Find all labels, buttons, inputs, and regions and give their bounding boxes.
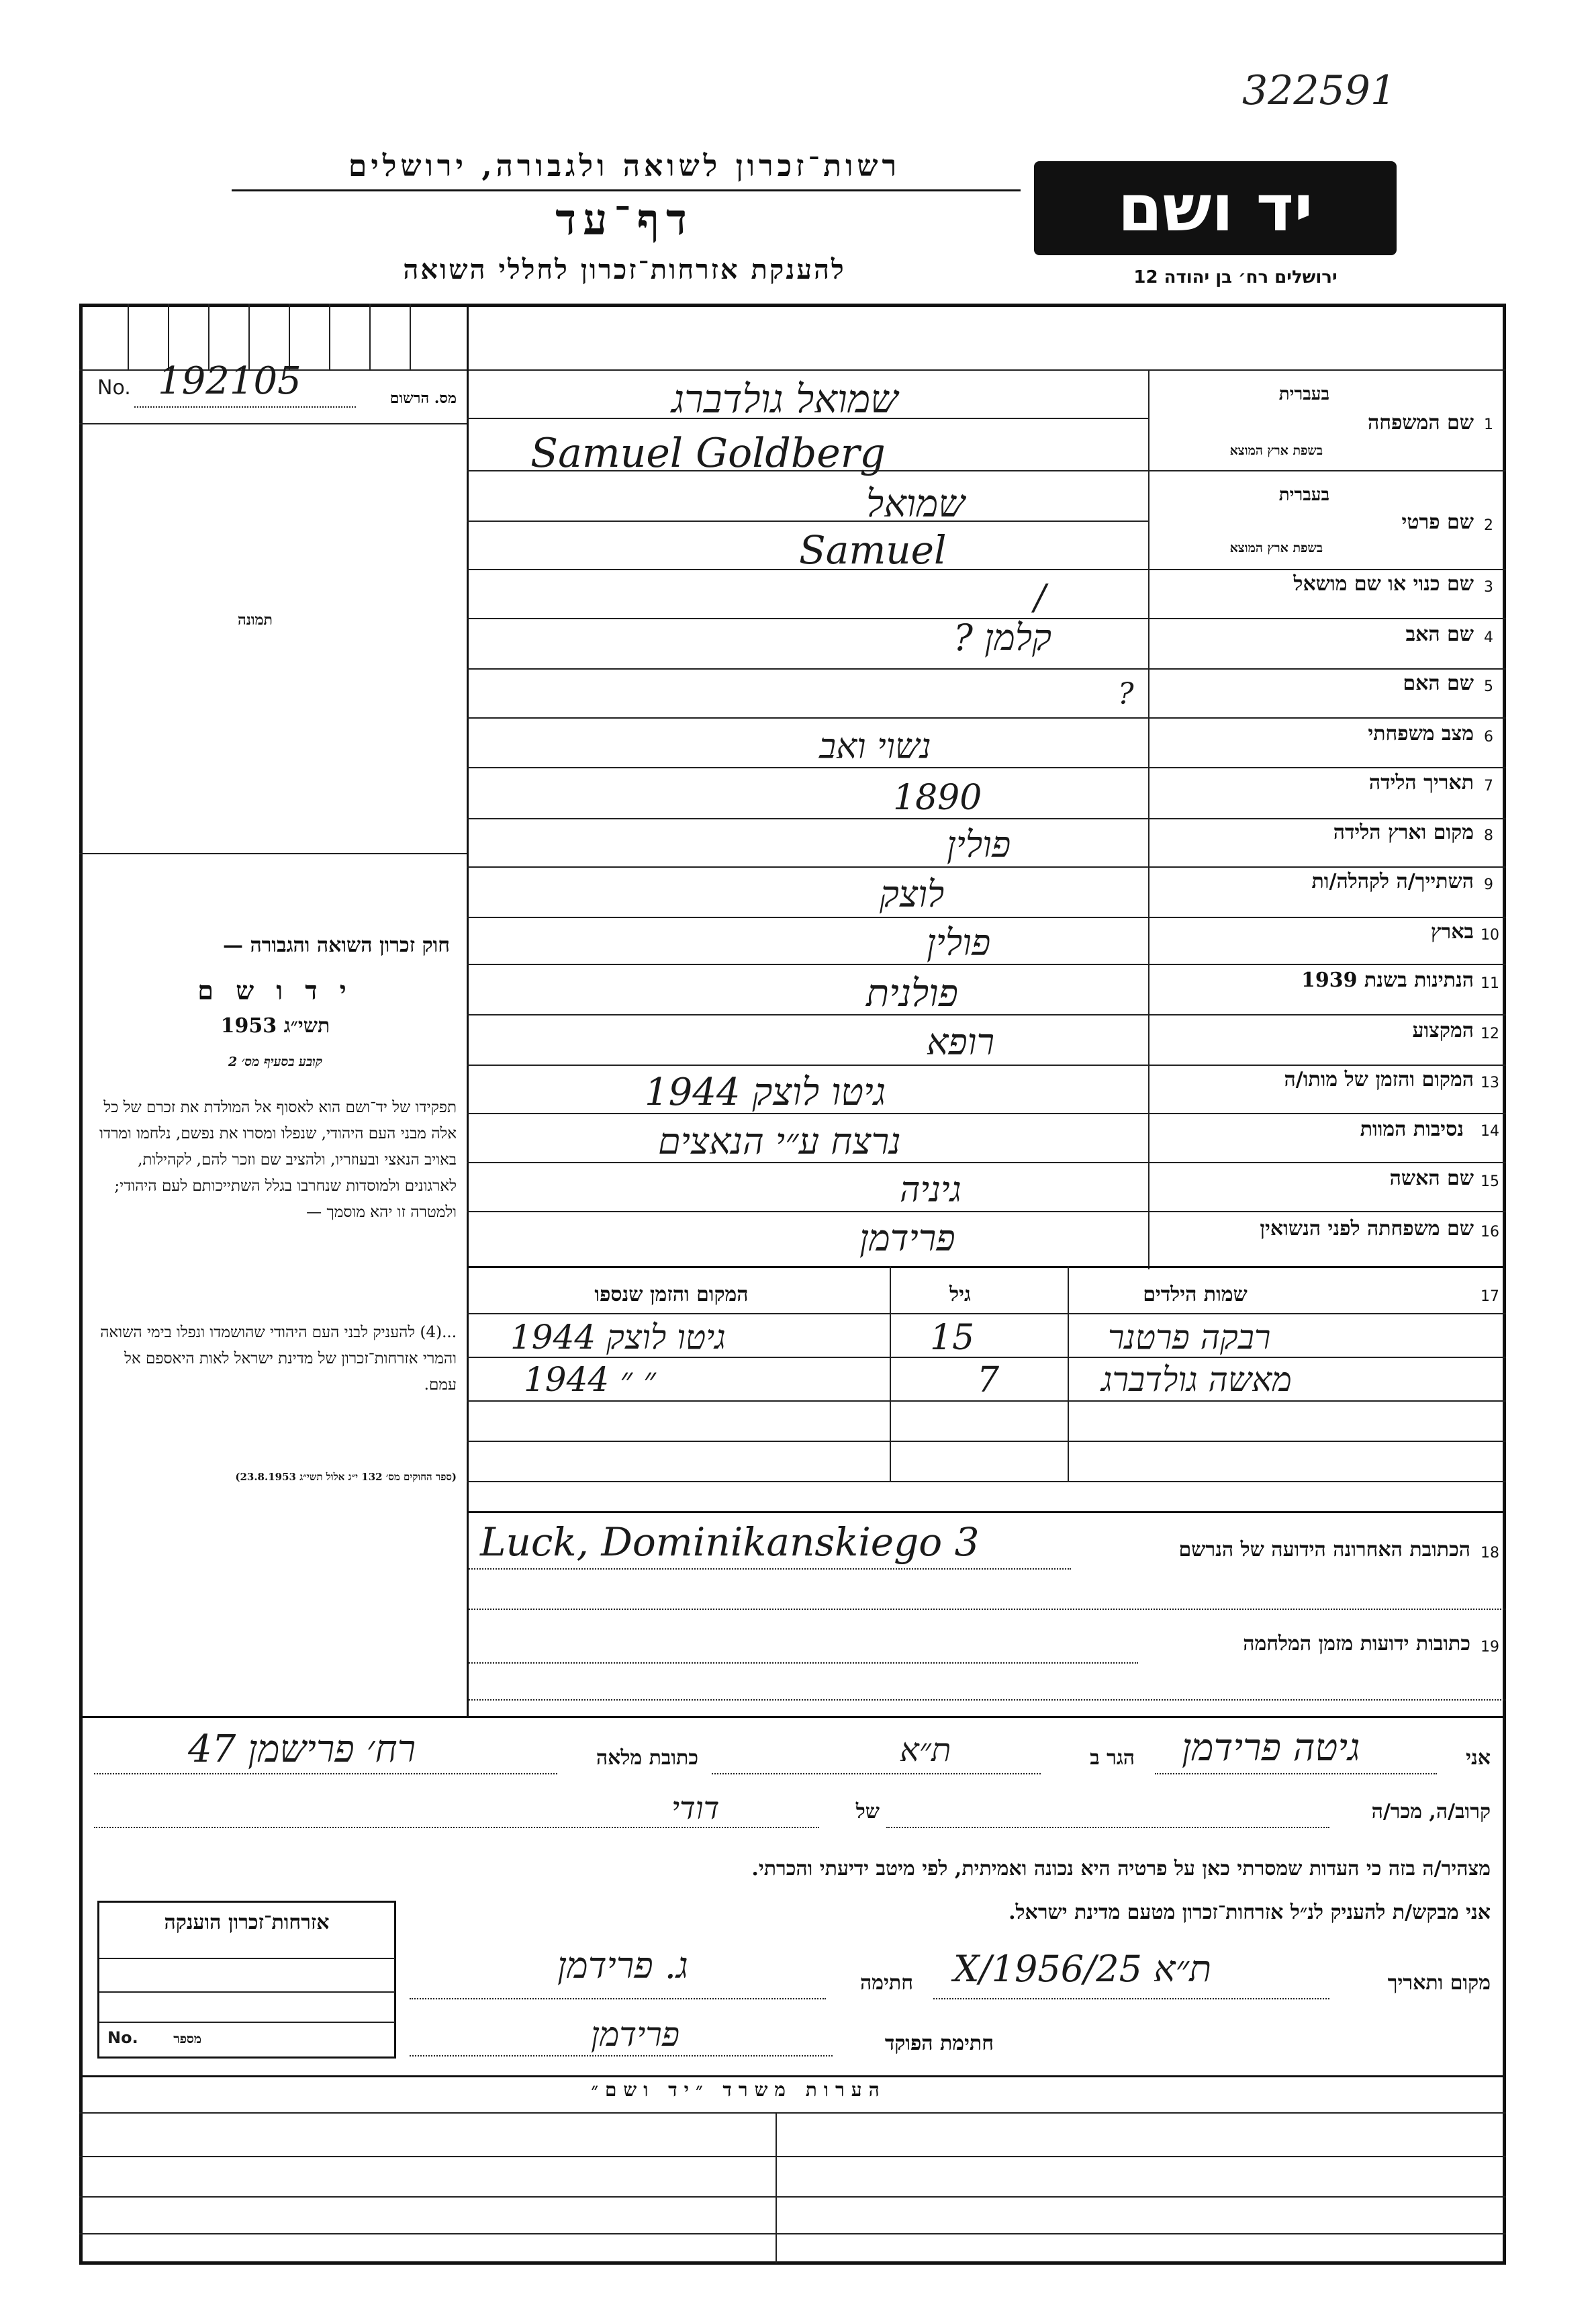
field-9-number: 9 — [1484, 876, 1493, 893]
signature-label: חתימה — [860, 1971, 913, 1995]
field-2-number: 2 — [1484, 517, 1493, 534]
field-14-number: 14 — [1481, 1123, 1499, 1140]
header-underline — [232, 189, 1021, 191]
office-notes-title: הערות משרד ״יד ושם״ — [591, 2079, 886, 2101]
field-8-value: פולין — [947, 823, 1011, 866]
children-names-header: שמות הילדים — [1143, 1283, 1248, 1306]
child-1-age: 15 — [930, 1318, 975, 1358]
declarant-resides-label: הגר ב — [1090, 1746, 1135, 1770]
field-11-value: פולנית — [866, 972, 958, 1015]
declarant-ani-label: אני — [1466, 1746, 1491, 1770]
field-3-label: שם כנוי או שם מושאל — [1293, 572, 1474, 596]
field-10-number: 10 — [1481, 927, 1499, 944]
field-10-label: בארץ — [1430, 920, 1474, 944]
field-5-value: ? — [1118, 677, 1134, 711]
place-date-label: מקום ותאריך — [1387, 1971, 1491, 1995]
children-place-header: המקום והזמן שנספו — [594, 1283, 749, 1306]
law-text-1: תפקידו של יד־ושם הוא לאסוף אל המולדת את זכרם של כל אלה מבני העם היהודי, שנפלו ומסרו את נפשם, נלחמו ומרדו באויב הנאצי ובעוזריו, ולהציב שם וזכר להם, לקהילות, לארגונים ולמוסדות שנחרבו בגלל השתייכותם לעם היהודי; ולמטרה זו יהא מוסמך — — [99, 1099, 457, 1221]
field-6-value: נשוי ואב — [819, 727, 931, 767]
children-age-header: גיל — [949, 1283, 971, 1306]
award-box-number-label: מספר — [173, 2032, 201, 2046]
child-2-age: 7 — [977, 1360, 1000, 1400]
field-18-number: 18 — [1481, 1545, 1499, 1562]
law-text-2: ...(4) להעניק לבני העם היהודי שהושמדו ונפלו בימי השואה והמרי אזרחות־זכרון של מדינת ישראל לאות היאספם אל עמם. — [100, 1324, 457, 1394]
award-box-title: אזרחות־זכרון הוענקה — [164, 1911, 330, 1934]
form-subtitle: להענקת אזרחות־זכרון לחללי השואה — [403, 254, 846, 285]
authority-line: רשות־זכרון לשואה ולגבורה, ירושלים — [348, 149, 901, 183]
field-4-label: שם האב — [1405, 623, 1474, 646]
law-citation: (ספר החוקים מס׳ 132 י״ג אלול תשי״ג 23.8.1953) — [235, 1471, 457, 1483]
child-1-name: רבקה פרטנר — [1108, 1318, 1271, 1357]
field-13-number: 13 — [1481, 1075, 1499, 1091]
field-15-number: 15 — [1481, 1173, 1499, 1190]
field-2-label: שם פרטי — [1401, 510, 1474, 534]
field-12-value: רופא — [927, 1021, 995, 1063]
child-2-place: ״ ״ 1944 — [524, 1360, 657, 1399]
yad-vashem-logo: יד ושם — [1034, 161, 1397, 255]
declarant-address-value: רח׳ פרישמן 47 — [188, 1727, 416, 1771]
field-3-number: 3 — [1484, 579, 1493, 596]
field-13-label: המקום והזמן של מותו/ה — [1284, 1068, 1474, 1091]
field-1-sub-hebrew: בעברית — [1278, 384, 1329, 404]
officer-signature-label: חתימת הפוקד — [884, 2032, 994, 2055]
label-column-divider — [1148, 369, 1149, 1269]
logo-address: ירושלים רח׳ בן יהודה 12 — [1133, 267, 1337, 287]
form-title: דף־עד — [555, 195, 694, 245]
field-15-label: שם האשה — [1389, 1167, 1474, 1190]
field-4-value: קלמן ? — [953, 617, 1052, 659]
declarant-name: גיטה פרידמן — [1182, 1726, 1360, 1770]
field-8-number: 8 — [1484, 827, 1493, 844]
field-1-value-hebrew: שמואל גולדברג — [671, 376, 898, 422]
field-2-value-hebrew: שמואל — [866, 482, 965, 526]
child-2-name: מאשה גולדברג — [1101, 1360, 1292, 1399]
field-9-value: לוצק — [880, 873, 945, 915]
field-1-value-foreign: Samuel Goldberg — [530, 430, 886, 477]
field-2-value-foreign: Samuel — [799, 527, 947, 573]
field-12-number: 12 — [1481, 1026, 1499, 1042]
law-title: חוק זכרון השואה והגבורה — — [223, 934, 450, 957]
registration-label: מס. הרשום — [389, 390, 457, 407]
field-2-sub-hebrew: בעברית — [1278, 485, 1329, 505]
field-11-number: 11 — [1481, 975, 1499, 992]
relation-label: קרוב/ה, מכר/ה — [1371, 1800, 1491, 1823]
law-year: תשי״ג 1953 — [220, 1014, 330, 1038]
field-7-label: תאריך הלידה — [1368, 771, 1474, 795]
children-number: 17 — [1481, 1288, 1499, 1305]
field-11-label: הנתינות בשנת 1939 — [1301, 968, 1474, 992]
field-16-label: שם משפחתה לפני הנשואין — [1260, 1217, 1474, 1240]
photo-label: תמונה — [238, 611, 273, 629]
officer-signature-value: פרידמן — [591, 2015, 680, 2054]
field-4-number: 4 — [1484, 629, 1493, 646]
relation-value: דודי — [671, 1790, 720, 1826]
declarant-resides-value: ת״א — [900, 1731, 951, 1769]
place-date-value: ת״א 25/X/1956 — [953, 1948, 1212, 1990]
field-6-label: מצב משפחתי — [1368, 722, 1474, 745]
field-14-value: נרצח ע״י הנאצים — [658, 1120, 901, 1163]
field-12-label: המקצוע — [1412, 1019, 1474, 1042]
field-1-number: 1 — [1484, 416, 1493, 433]
field-15-value: גיניה — [900, 1170, 961, 1210]
field-5-label: שם האם — [1403, 672, 1474, 695]
field-5-number: 5 — [1484, 678, 1493, 695]
field-7-number: 7 — [1484, 778, 1493, 795]
field-9-label: השתייך/ה לקהלה/ות — [1311, 870, 1474, 893]
field-1-sub-foreign: בשפת ארץ המוצא — [1229, 443, 1323, 458]
relation-of-label: של — [855, 1800, 880, 1823]
field-2-sub-foreign: בשפת ארץ המוצא — [1229, 541, 1323, 555]
no-label: No. — [97, 376, 131, 400]
field-19-label: כתובות ידועות מזמן המלחמה — [1243, 1632, 1470, 1656]
law-name: י ד ו ש ם — [197, 975, 353, 1005]
law-clause: קובע בסעיף מס׳ 2 — [228, 1054, 323, 1069]
field-6-number: 6 — [1484, 729, 1493, 745]
declarant-address-label: כתובת מלאה — [596, 1746, 698, 1770]
declaration-2: אני מבקש/ת להעניק לנ״ל אזרחות־זכרון מטעם מדינת ישראל. — [1008, 1901, 1491, 1924]
award-box-no: No. — [107, 2028, 138, 2047]
registration-number: 192105 — [158, 359, 301, 403]
declaration-1: מצהיר/ה בזה כי העדות שמסרתי כאן על פרטיה היא נכונה ואמיתית, לפי מיטב ידיעתי והכרתי. — [751, 1857, 1491, 1881]
field-14-label: נסיבות המוות — [1360, 1118, 1464, 1141]
field-18-value: Luck, Dominikanskiego 3 — [480, 1519, 980, 1565]
field-8-label: מקום וארץ הלידה — [1333, 821, 1474, 844]
archive-number: 322591 — [1242, 67, 1397, 114]
field-10-value: פולין — [927, 921, 991, 964]
photo-area-bottom — [79, 853, 467, 854]
field-1-label: שם המשפחה — [1367, 411, 1474, 435]
field-3-value: / — [1034, 578, 1046, 618]
field-16-number: 16 — [1481, 1224, 1499, 1240]
field-13-value: גיטו לוצק 1944 — [645, 1071, 886, 1114]
field-7-value: 1890 — [893, 778, 982, 818]
field-18-label: הכתובת האחרונה הידועה של הנרשם — [1178, 1538, 1470, 1562]
field-19-number: 19 — [1481, 1639, 1499, 1656]
signature-value: ג. פרידמן — [557, 1944, 688, 1987]
child-1-place: גיטו לוצק 1944 — [510, 1318, 726, 1357]
left-column-divider — [467, 304, 469, 1512]
field-16-value: פרידמן — [859, 1217, 955, 1259]
